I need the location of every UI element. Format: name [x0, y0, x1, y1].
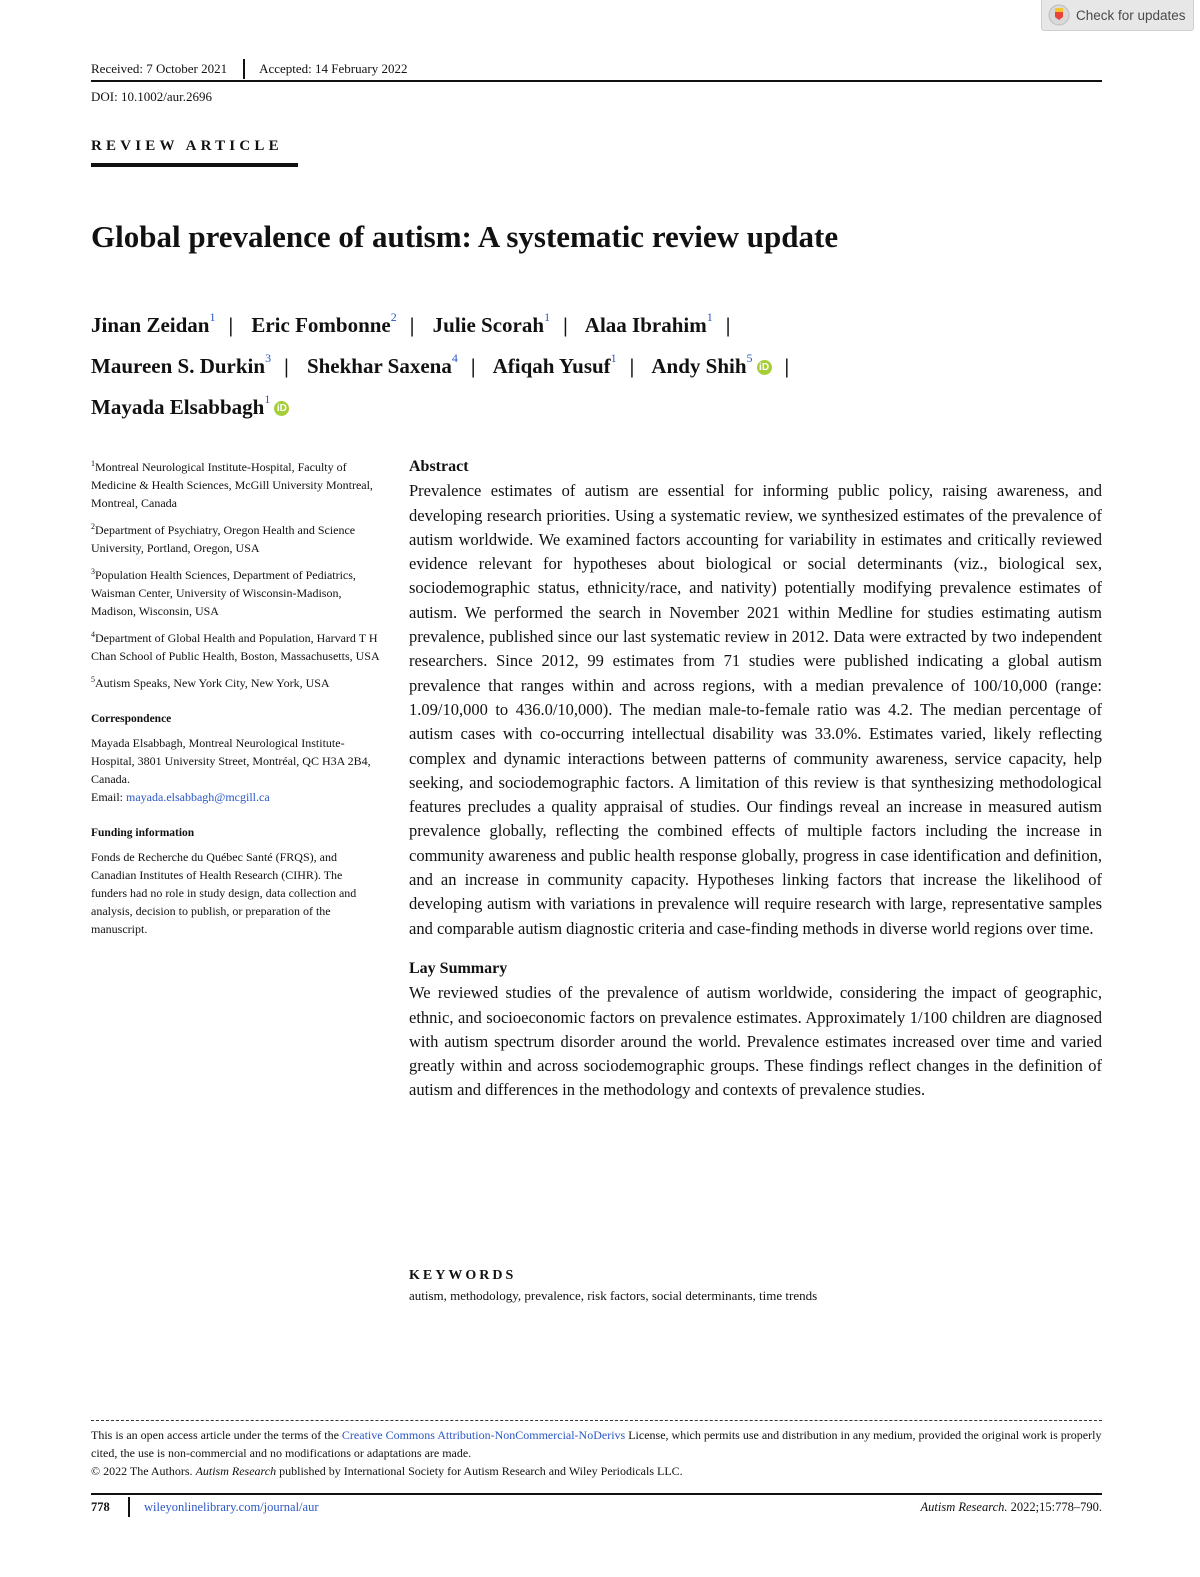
orcid-icon[interactable]: iD — [274, 401, 289, 416]
journal-url-link[interactable]: wileyonlinelibrary.com/journal/aur — [144, 1500, 319, 1514]
right-column — [409, 455, 1102, 1103]
abstract-text: Prevalence estimates of autism are essential for informing public policy, raising awareness, and developing research priorities. Using a systematic review, we synthesized estimates of the prevalence of autism worldwide. We examined factors accounting for variability in estimates and critically reviewed evidence relevant for hypotheses about biological or social determinants (viz., biological sex, sociodemographic status, ethnicity/race, and nativity) potentially modifying prevalence estimates of autism. We performed the search in November 2021 within Medline for studies estimating autism prevalence, published since our last systematic review in 2012. Data were extracted by two independent researchers. Since 2012, 99 estimates from 71 studies were published indicating a global autism prevalence that ranges within and across regions, with a median prevalence of 100/10,000 (range: 1.09/10,000 to 436.0/10,000). The median male-to-female ratio was 4.2. The median percentage of autism cases with co-occurring intellectual disability was 33.0%. Estimates varied, likely reflecting complex and dynamic interactions between patterns of community awareness, service capacity, help seeking, and sociodemographic factors. A limitation of this review is that synthesizing methodological features precludes a quality appraisal of studies. Our findings reveal an increase in measured autism prevalence globally, reflecting the combined effects of multiple factors including the increase in community awareness and public health response globally, progress in case identification and definition, and an increase in community capacity. Hypotheses linking factors that increase the likelihood of developing autism with variations in prevalence will require research with large, representative samples and comparable autism diagnostic criteria and case-finding methods in diverse world regions over time. — [409, 481, 1102, 938]
author[interactable]: Julie Scorah$^1$ — [432, 310, 551, 337]
footer-rule — [91, 1493, 1102, 1495]
funding-text: Fonds de Recherche du Québec Santé (FRQS), and Canadian Institutes of Health Research (CIHR). The funders had no role in study design, data collection and analysis, decision to publish, or preparation of the manuscript. — [91, 850, 357, 936]
author[interactable]: Mayada Elsabbagh$^1$iD — [91, 395, 289, 419]
keywords-heading: KEYWORDS — [409, 1268, 517, 1283]
license-link[interactable]: Creative Commons Attribution-NonCommercial-NoDerivs — [341, 1428, 626, 1442]
article-type: REVIEW ARTICLE — [91, 138, 283, 154]
author-list: Jinan Zeidan$^1$ | Eric Fombonne$^2$ | Julie Scorah$^1$ | Alaa Ibrahim$^1$ | Maureen S. Durkin$^3$ | Shekhar Saxena$^4$ | Afiqah Yusuf$^1$ | Andy Shih$^5$iD | Mayada Elsabbagh$^1$iD — [91, 310, 790, 419]
author[interactable]: Eric Fombonne$^2$ — [251, 310, 397, 337]
license-rule — [91, 1420, 1102, 1421]
journal-citation: Autism Research. 2022;15:778–790. — [920, 1500, 1102, 1514]
check-for-updates-button[interactable] — [1041, 0, 1194, 31]
footer-separator — [128, 1497, 130, 1517]
check-for-updates-label: Check for updates — [1076, 7, 1186, 23]
lay-summary-heading: Lay Summary — [409, 959, 508, 977]
article-type-rule — [91, 163, 298, 167]
funding-heading: Funding information — [91, 827, 195, 839]
affiliation: $^1$Montreal Neurological Institute-Hospital, Faculty of Medicine & Health Sciences, McGill University Montreal, Montreal, Canada — [91, 459, 373, 510]
page-number: 778 — [91, 1500, 110, 1514]
correspondence-heading: Correspondence — [91, 713, 172, 725]
affiliation: $^2$Department of Psychiatry, Oregon Health and Science University, Portland, Oregon, USA — [91, 522, 356, 555]
doi: DOI: 10.1002/aur.2696 — [91, 89, 212, 104]
abstract-heading: Abstract — [409, 458, 469, 475]
email-link[interactable]: mayada.elsabbagh@mcgill.ca — [126, 790, 270, 804]
dates-separator — [243, 59, 245, 79]
correspondence-text: Mayada Elsabbagh, Montreal Neurological Institute-Hospital, 3801 University Street, Montréal, QC H3A 2B4, Canada. Email: mayada.elsabbagh@mcgill.ca — [91, 736, 371, 804]
author[interactable]: Afiqah Yusuf$^1$ — [492, 351, 617, 378]
author[interactable]: Shekhar Saxena$^4$ — [306, 351, 458, 378]
header-rule — [91, 80, 1102, 82]
affiliation: $^5$Autism Speaks, New York City, New York, USA — [91, 675, 330, 690]
left-column — [91, 455, 381, 944]
author[interactable]: Jinan Zeidan$^1$ — [91, 310, 216, 337]
affiliation: $^3$Population Health Sciences, Department of Pediatrics, Waisman Center, University of Wisconsin-Madison, Madison, Wisconsin, USA — [91, 567, 356, 618]
keywords-list: autism, methodology, prevalence, risk factors, social determinants, time trends — [409, 1288, 818, 1303]
affiliation: $^4$Department of Global Health and Population, Harvard T H Chan School of Public Health, Boston, Massachusetts, USA — [91, 630, 380, 663]
received-date: Received: 7 October 2021 — [91, 61, 228, 76]
author[interactable]: Andy Shih$^5$iD — [651, 354, 771, 378]
crossmark-icon — [1048, 4, 1070, 26]
author[interactable]: Maureen S. Durkin$^3$ — [91, 351, 272, 378]
article-title: Global prevalence of autism: A systematic review update — [91, 219, 839, 254]
dates-line — [91, 59, 407, 79]
accepted-date: Accepted: 14 February 2022 — [259, 61, 408, 76]
orcid-icon[interactable]: iD — [757, 360, 772, 375]
license-text: This is an open access article under the terms of the Creative Commons Attribution-NonCommercial-NoDerivs License, which permits use and distribution in any medium, provided the original work is properly cited, the use is non-commercial and no modifications or adaptations are made. © 2022 The Authors. Autism Research published by International Society for Autism Research and Wiley Periodicals LLC. — [91, 1428, 1102, 1478]
lay-summary-text: We reviewed studies of the prevalence of autism worldwide, considering the impact of geographic, ethnic, and socioeconomic factors on prevalence estimates. Approximately 1/100 children are diagnosed with autism spectrum disorder around the world. Prevalence estimates increased over time and varied greatly within and across sociodemographic groups. These findings reflect changes in the definition of autism and differences in the methodology and contexts of prevalence studies. — [409, 983, 1102, 1100]
author[interactable]: Alaa Ibrahim$^1$ — [584, 310, 713, 337]
